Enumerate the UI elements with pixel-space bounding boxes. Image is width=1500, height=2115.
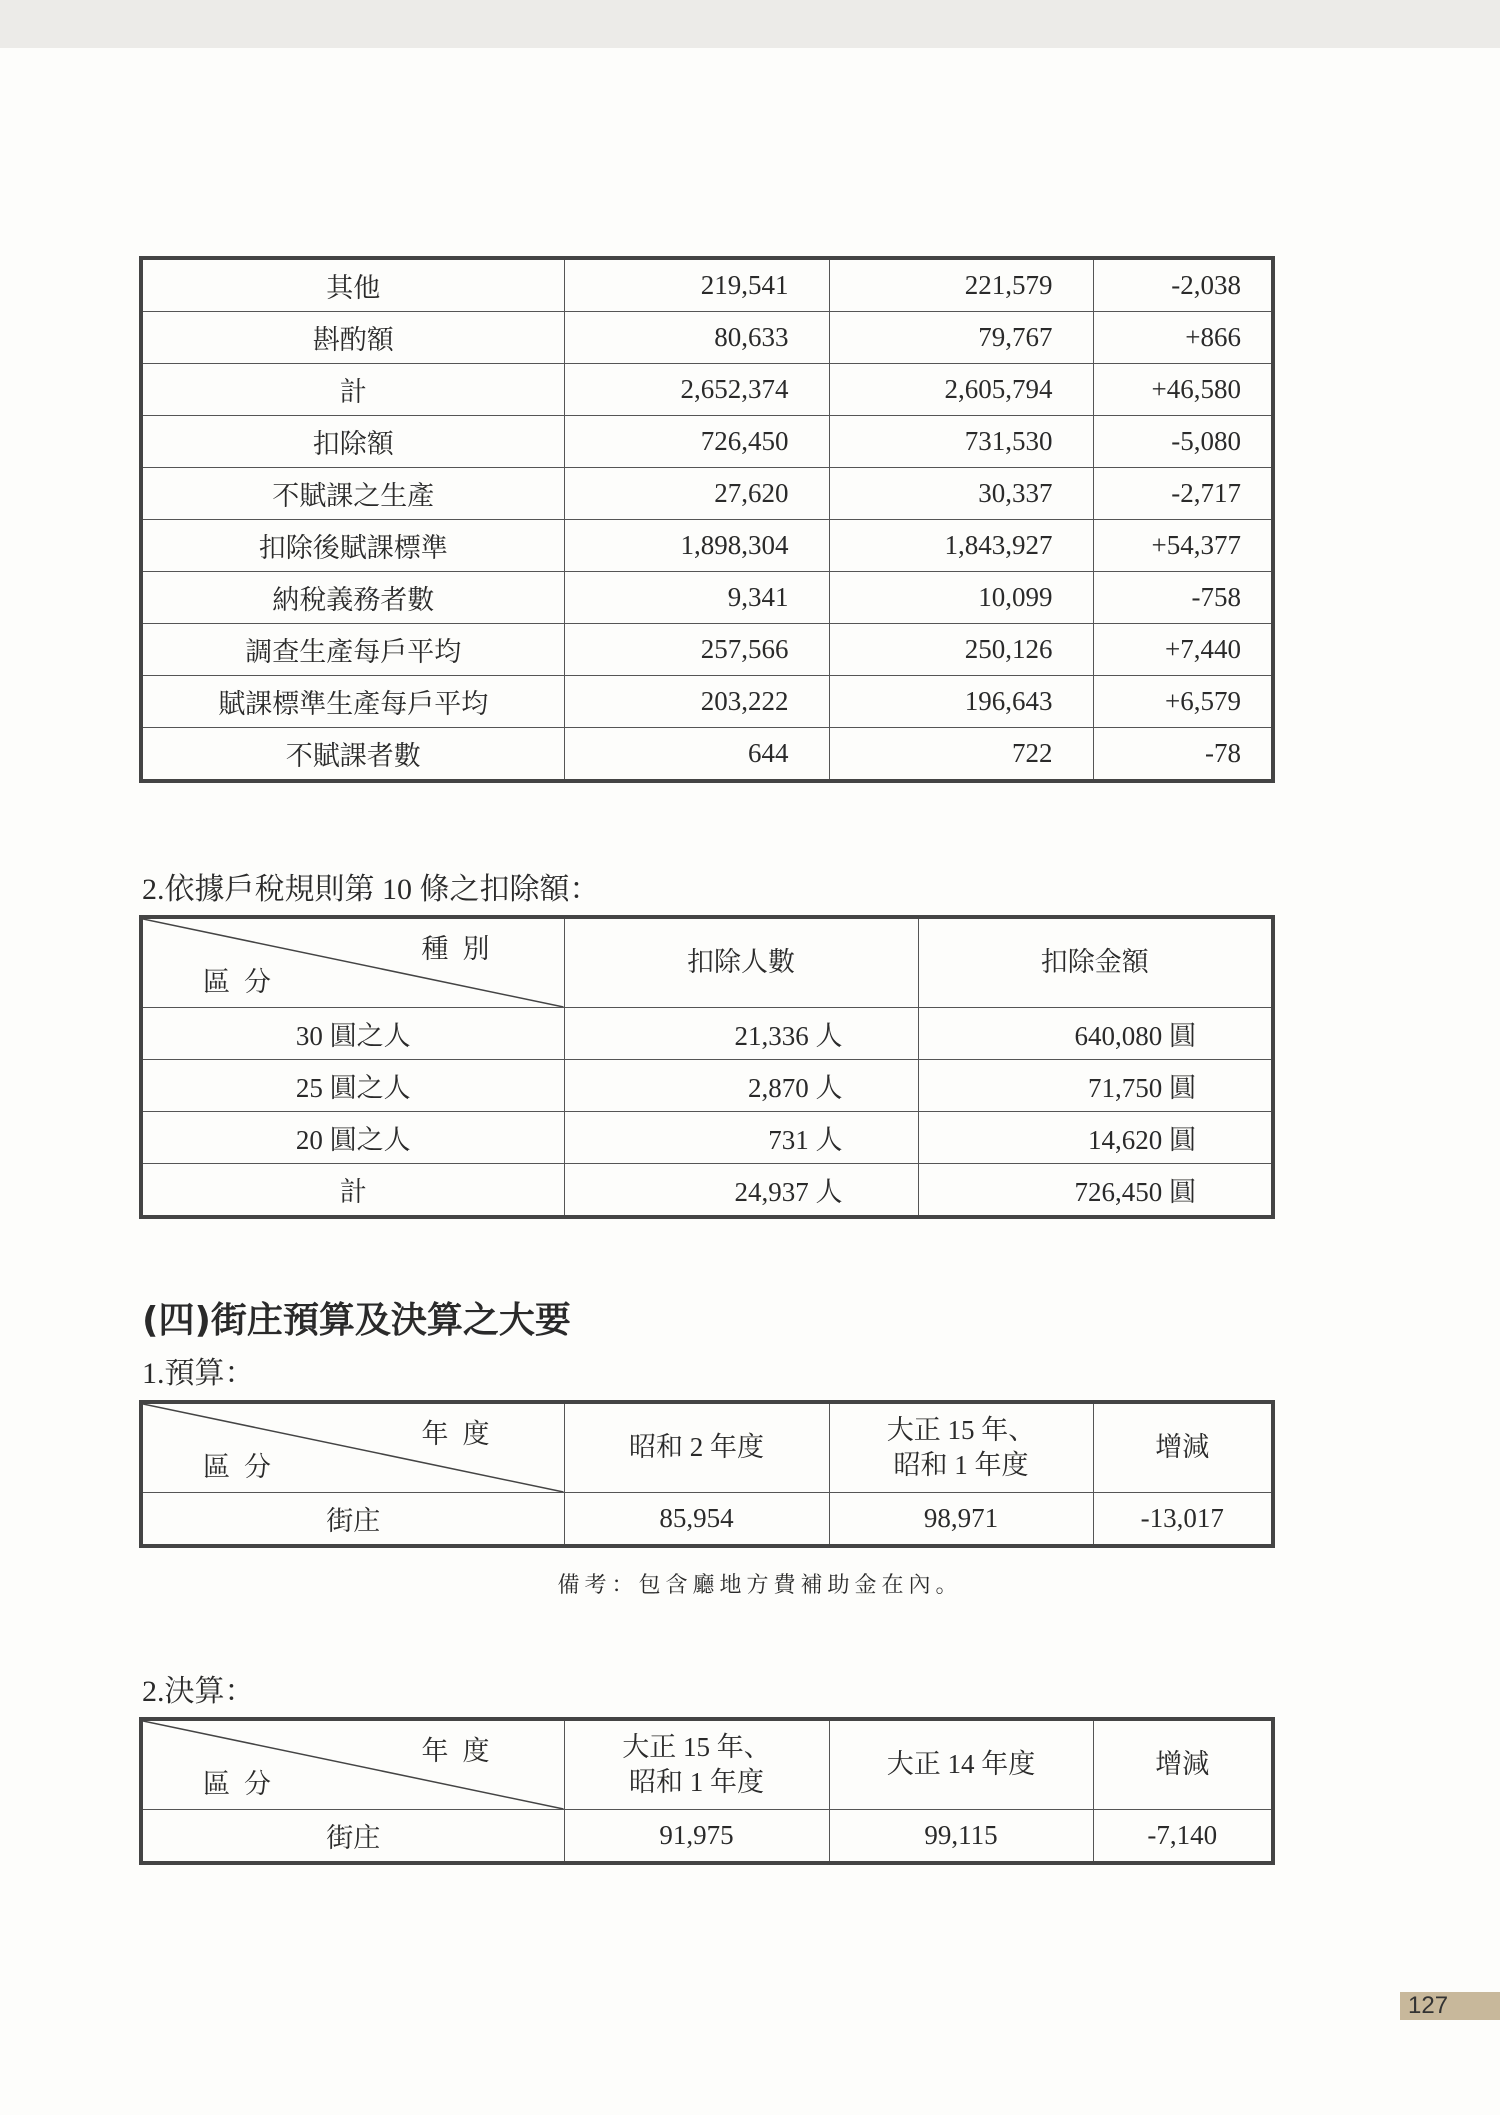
table-row: [141, 572, 1273, 624]
table-row: [141, 1164, 1273, 1218]
scan-top-band: [0, 0, 1500, 48]
table-row: [141, 1060, 1273, 1112]
cell: 203,222: [564, 676, 829, 728]
cell: 24,937 人: [564, 1164, 918, 1218]
budget-note: 備考：包含廳地方費補助金在內。: [557, 1572, 963, 1597]
cell: 2,870 人: [564, 1060, 918, 1112]
cell: 99,115: [829, 1810, 1093, 1864]
table-row: [141, 624, 1273, 676]
header-line: 昭和 1 年度: [893, 1450, 1029, 1480]
cell: 640,080 圓: [918, 1008, 1273, 1060]
row-label: 不賦課之生產: [141, 468, 564, 520]
row-label: 扣除後賦課標準: [141, 520, 564, 572]
settlement-heading: 2.決算：: [142, 1675, 255, 1708]
cell: 98,971: [829, 1493, 1093, 1547]
deduction-table: [139, 915, 1275, 1219]
header-line: 昭和 1 年度: [629, 1767, 764, 1797]
diag-bottom-label: 區分: [203, 1452, 285, 1482]
cell: 726,450: [564, 416, 829, 468]
row-label: 20 圓之人: [141, 1112, 564, 1164]
table-row: [141, 520, 1273, 572]
table-header-row: [141, 1402, 1273, 1493]
cell: +54,377: [1093, 520, 1273, 572]
diag-bottom-label: 區分: [203, 967, 285, 997]
section-four-heading: (四)街庄預算及決算之大要: [142, 1300, 571, 1341]
cell: 2,605,794: [829, 364, 1093, 416]
cell: 10,099: [829, 572, 1093, 624]
table-row: [141, 728, 1273, 782]
row-label: 調查生產每戶平均: [141, 624, 564, 676]
cell: 731 人: [564, 1112, 918, 1164]
cell: 1,898,304: [564, 520, 829, 572]
table-row: [141, 1810, 1273, 1864]
diagonal-header-cell: [141, 1719, 564, 1810]
cell: 257,566: [564, 624, 829, 676]
table-row: [141, 1008, 1273, 1060]
column-header: 扣除金額: [918, 917, 1273, 1008]
table-row: [141, 1112, 1273, 1164]
diag-top-label: 年度: [421, 1736, 504, 1766]
column-header: 大正 14 年度: [829, 1719, 1093, 1810]
cell: 71,750 圓: [918, 1060, 1273, 1112]
diag-bottom-label: 區分: [203, 1769, 285, 1799]
row-label: 扣除額: [141, 416, 564, 468]
cell: -2,038: [1093, 258, 1273, 312]
cell: 722: [829, 728, 1093, 782]
settlement-table: [139, 1717, 1275, 1865]
production-tax-table: [139, 256, 1275, 783]
cell: -2,717: [1093, 468, 1273, 520]
diag-top-label: 年度: [421, 1419, 504, 1449]
cell: 2,652,374: [564, 364, 829, 416]
cell: 9,341: [564, 572, 829, 624]
page-number: 127: [1400, 1992, 1500, 2020]
column-header: 扣除人數: [564, 917, 918, 1008]
cell: 80,633: [564, 312, 829, 364]
cell: 30,337: [829, 468, 1093, 520]
header-line: 大正 15 年、: [886, 1414, 1036, 1445]
cell: -7,140: [1093, 1810, 1273, 1864]
column-header: 增減: [1093, 1402, 1273, 1493]
row-label: 斟酌額: [141, 312, 564, 364]
row-label: 其他: [141, 258, 564, 312]
table-row: [141, 468, 1273, 520]
cell: 219,541: [564, 258, 829, 312]
table-row: [141, 416, 1273, 468]
cell: 731,530: [829, 416, 1093, 468]
cell: -78: [1093, 728, 1273, 782]
row-label: 計: [141, 1164, 564, 1218]
diagonal-header-cell: [141, 1402, 564, 1493]
row-label: 不賦課者數: [141, 728, 564, 782]
cell: 27,620: [564, 468, 829, 520]
diagonal-header-cell: [141, 917, 564, 1008]
header-line: 大正 15 年、: [622, 1731, 771, 1762]
table-row: [141, 312, 1273, 364]
column-header: [829, 1402, 1093, 1493]
table-header-row: [141, 917, 1273, 1008]
cell: 196,643: [829, 676, 1093, 728]
cell: -13,017: [1093, 1493, 1273, 1547]
row-label: 賦課標準生產每戶平均: [141, 676, 564, 728]
table-header-row: [141, 1719, 1273, 1810]
cell: 1,843,927: [829, 520, 1093, 572]
budget-heading: 1.預算：: [142, 1357, 255, 1390]
cell: 644: [564, 728, 829, 782]
cell: 726,450 圓: [918, 1164, 1273, 1218]
cell: 250,126: [829, 624, 1093, 676]
column-header: 昭和 2 年度: [564, 1402, 829, 1493]
row-label: 街庄: [141, 1493, 564, 1547]
cell: 21,336 人: [564, 1008, 918, 1060]
deduction-heading: 2.依據戶稅規則第 10 條之扣除額：: [142, 873, 600, 906]
row-label: 納稅義務者數: [141, 572, 564, 624]
table-row: [141, 676, 1273, 728]
row-label: 30 圓之人: [141, 1008, 564, 1060]
table-row: [141, 258, 1273, 312]
row-label: 街庄: [141, 1810, 564, 1864]
cell: 91,975: [564, 1810, 829, 1864]
row-label: 25 圓之人: [141, 1060, 564, 1112]
cell: 79,767: [829, 312, 1093, 364]
row-label: 計: [141, 364, 564, 416]
table-row: [141, 1493, 1273, 1547]
cell: 14,620 圓: [918, 1112, 1273, 1164]
cell: +46,580: [1093, 364, 1273, 416]
cell: 221,579: [829, 258, 1093, 312]
cell: +7,440: [1093, 624, 1273, 676]
budget-table: [139, 1400, 1275, 1548]
cell: +866: [1093, 312, 1273, 364]
cell: -758: [1093, 572, 1273, 624]
column-header: 增減: [1093, 1719, 1273, 1810]
column-header: [564, 1719, 829, 1810]
diag-top-label: 種別: [421, 934, 504, 964]
cell: 85,954: [564, 1493, 829, 1547]
table-row: [141, 364, 1273, 416]
cell: -5,080: [1093, 416, 1273, 468]
cell: +6,579: [1093, 676, 1273, 728]
